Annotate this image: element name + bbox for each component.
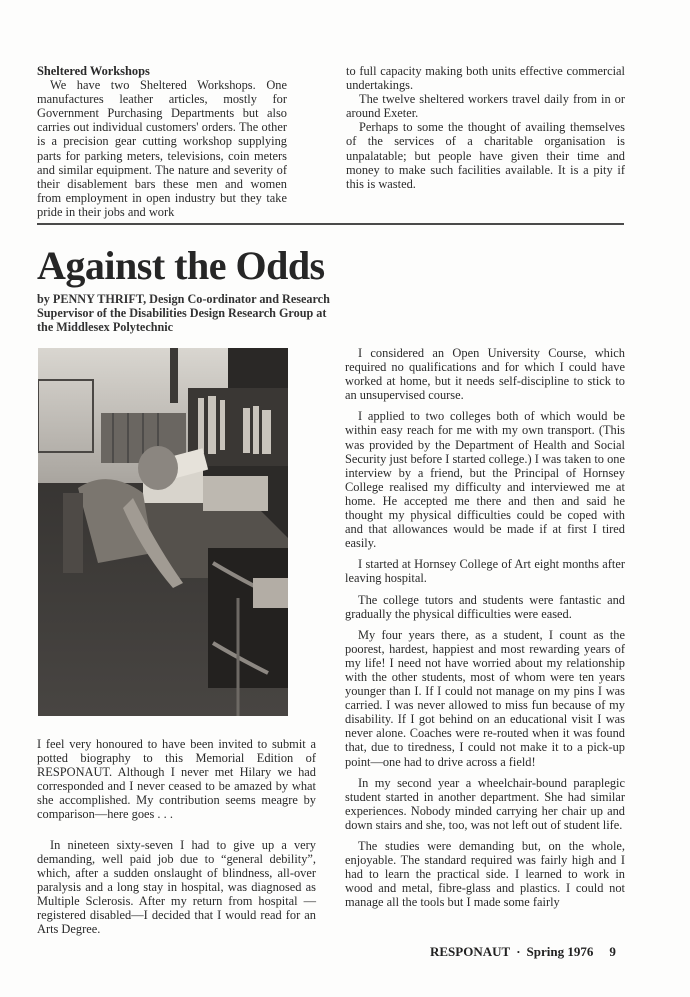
article-photo: [38, 348, 288, 716]
page-footer: [430, 944, 616, 960]
issue-date: Spring 1976: [526, 944, 594, 959]
sheltered-workshops-right-column: [346, 64, 625, 191]
paragraph: The studies were demanding but, on the whole, enjoyable. The standard required was fairly high and I had to learn the practical side. I learned to work in wood and metal, fibre-glass and plastics. I could not manage all the tools but I made some fairly: [345, 839, 625, 910]
paragraph: The twelve sheltered workers travel daily from in or around Exeter.: [346, 92, 625, 121]
article-left-column: [37, 737, 316, 936]
paragraph: The college tutors and students were fantastic and gradually the physical difficulties were eased.: [345, 592, 625, 621]
page-number: 9: [609, 944, 616, 959]
article-right-column: [345, 346, 625, 909]
paragraph: I considered an Open University Course, which required no qualifications and for which I could have worked at home, but it needs self-discipline to stick to an unsupervised course.: [345, 346, 625, 403]
footer-separator: ·: [516, 944, 521, 959]
section-divider: [37, 223, 624, 225]
paragraph: Perhaps to some the thought of availing themselves of the services of a charitable organisation is unpalatable; but people have given their time and money to make such facilities available. It is a pity if this is wasted.: [346, 120, 625, 191]
paragraph: I applied to two colleges both of which would be within easy reach for me with my own transport. (This was provided by the Department of Health and Social Security just before I started college.) I was taken to one interview by a friend, but the Principal of Hornsey College realised my difficulty and interviewed me at home. He accepted me there and then and said he thought my physical difficulties could be coped with and that allowances would be made if at first I tired easily.: [345, 409, 625, 551]
paragraph: I started at Hornsey College of Art eight months after leaving hospital.: [345, 557, 625, 586]
paragraph: My four years there, as a student, I count as the poorest, hardest, happiest and most rewarding years of my life! I need not have worried about my relationship with the other students, most of whom were ten years younger than I. If I could not manage on my pins I was carried. I was never allowed to miss fun because of my disability. If I got behind on an educational visit I was never alone. Coaches were re-routed when it was found that, due to tiredness, I could not make it to a pick-up point—one had to drive across a field!: [345, 627, 625, 769]
paragraph: We have two Sheltered Workshops. One manufactures leather articles, mostly for Government Purchasing Departments but also carries out individual customers' orders. The other is a precision gear cutting workshop supplying parts for parking meters, televisions, coin meters and similar equipment. The nature and severity of their disablement bars these men and women from employment in open industry but they take pride in their jobs and work: [37, 78, 287, 219]
article-title: Against the Odds: [37, 243, 325, 288]
photo-illustration: [38, 348, 288, 716]
paragraph: In my second year a wheelchair-bound paraplegic student started in another department. She had similar experiences. Nobody minded carrying her chair up and down stairs and she, too, was not left out of student life.: [345, 775, 625, 832]
sheltered-workshops-left-column: [37, 64, 287, 219]
paragraph: In nineteen sixty-seven I had to give up a very demanding, well paid job due to “general debility”, which, after a sudden onslaught of blindness, all-over paralysis and a long stay in hospital, was diagnosed as Multiple Sclerosis. After my return from hospital —registered disabled—I decided that I would read for an Arts Degree.: [37, 837, 316, 937]
subhead-sheltered-workshops: Sheltered Workshops: [37, 64, 150, 78]
paragraph: I feel very honoured to have been invited to submit a potted biography to this Memorial Edition of RESPONAUT. Although I never met Hilary we had corresponded and I never ceased to be amazed by what she accomplished. My contribution seems meagre by comparison—here goes . . .: [37, 737, 316, 822]
article-byline: by PENNY THRIFT, Design Co-ordinator and Research Supervisor of the Disabilities Design Research Group at the Middlesex Polytechnic: [37, 292, 330, 335]
publication-name: RESPONAUT: [430, 944, 511, 959]
paragraph: to full capacity making both units effective commercial undertakings.: [346, 64, 625, 93]
